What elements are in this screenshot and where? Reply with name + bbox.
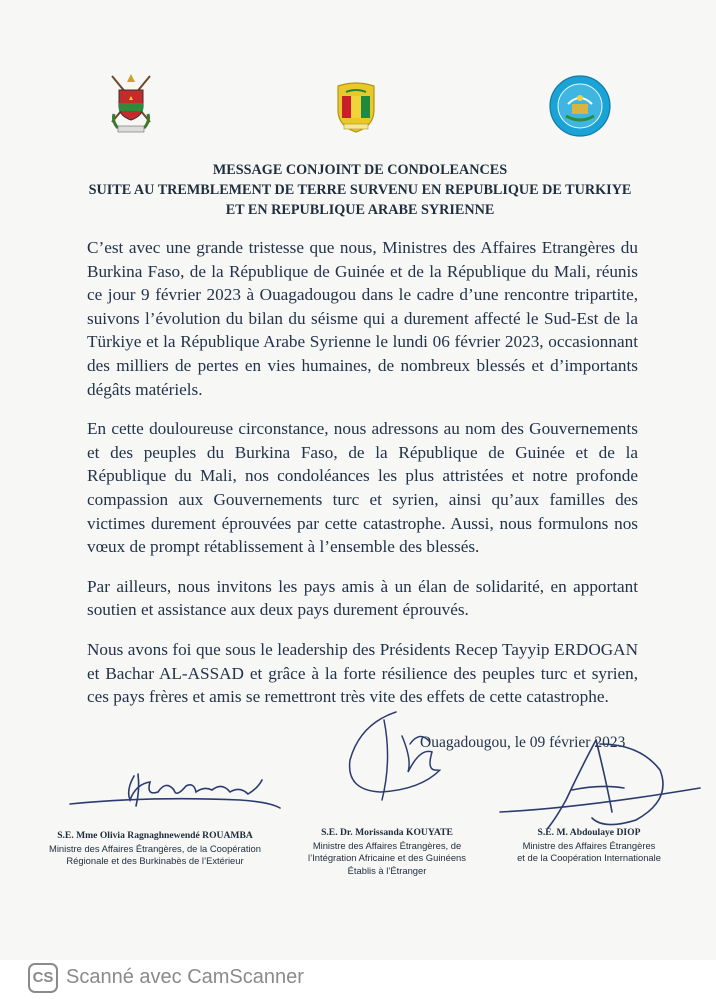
paragraph-3: Par ailleurs, nous invitons les pays amis à un élan de solidarité, en apportant soutien et assistance aux deux pays durement éprouvés. — [87, 576, 638, 620]
title-line-1: MESSAGE CONJOINT DE CONDOLEANCES — [212, 162, 508, 178]
camscanner-watermark: Scanné avec CamScanner — [66, 966, 304, 988]
signatory-role: Ministre des Affaires Étrangères, de l’Intégration Africaine et des Guinéens Établis à l’Étranger — [308, 839, 466, 876]
signatory-name: S.E. Dr. Morissanda KOUYATE — [321, 827, 453, 838]
signatory-role: Ministre des Affaires Étrangères, de la Coopération Régionale et des Burkinabès de l’Extérieur — [49, 842, 261, 866]
paragraph-4: Nous avons foi que sous le leadership des Présidents Recep Tayyip ERDOGAN et Bachar AL-ASSAD et grâce à la forte résilience des peuples turc et syrien, ces pays frères et amis se remettront très vite des effets de cette catastrophe. — [87, 639, 638, 707]
signature-rouamba — [70, 774, 280, 808]
place-and-date: Ouagadougou, le 09 février 2023 — [420, 734, 626, 751]
signature-diop — [500, 740, 700, 828]
paragraph-1: C’est avec une grande tristesse que nous, Ministres des Affaires Etrangères du Burkina Faso, de la République de Guinée et de la République du Mali, réunis ce jour 9 février 2023 à Ouagadougou dans le cadre d’une rencontre tripartite, suivons l’évolution du bilan du séisme qui a durement affecté le Sud-Est de la Türkiye et la République Arabe Syrienne le lundi 06 février 2023, occasionnant des milliers de pertes en vies humaines, de nombreux blessés et d’importants dégâts matériels. — [87, 238, 638, 399]
signatory-kouyate — [282, 827, 492, 877]
paragraph-2: En cette douloureuse circonstance, nous adressons au nom des Gouvernements et des peuples du Burkina Faso, de la République de Guinée et de la République du Mali, nos condoléances les plus attristées et notre profonde compassion aux Gouvernements turc et syrien, ainsi qu’aux familles des victimes durement éprouvées par cette catastrophe. Aussi, nous formulons nos vœux de prompt rétablissement à l’ensemble des blessés. — [87, 419, 638, 557]
title-line-2: SUITE AU TREMBLEMENT DE TERRE SURVENU EN REPUBLIQUE DE TURKIYE — [88, 182, 632, 198]
signature-kouyate — [350, 712, 440, 800]
signatory-role: Ministre des Affaires Étrangères et de la Coopération Internationale — [517, 839, 661, 863]
camscanner-logo-icon: CS — [28, 963, 58, 993]
signatory-diop — [494, 827, 684, 865]
title-line-3: ET EN REPUBLIQUE ARABE SYRIENNE — [225, 202, 495, 218]
signatory-name: S.E. Mme Olivia Ragnaghnewendé ROUAMBA — [57, 830, 253, 841]
signatory-rouamba — [40, 830, 270, 868]
signatory-name: S.E. M. Abdoulaye DIOP — [537, 827, 641, 838]
